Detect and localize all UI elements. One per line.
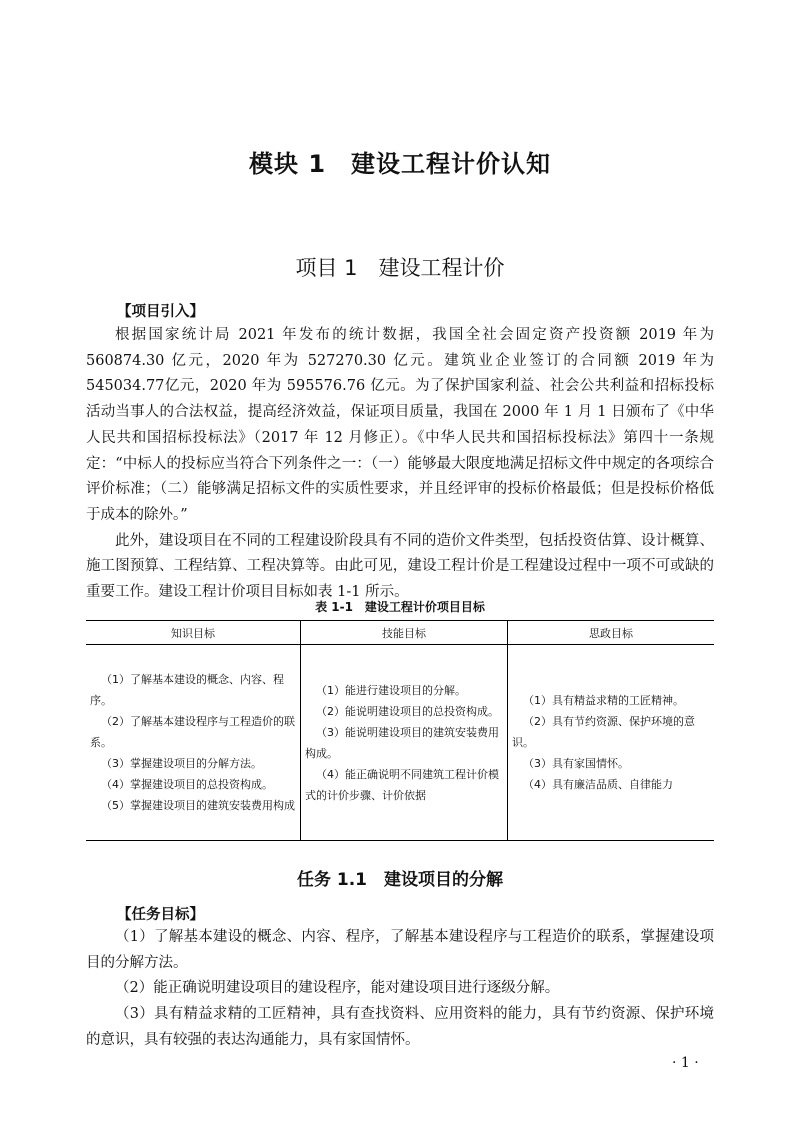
intro-label: 【项目引入】 (117, 304, 204, 320)
task-goal-1: （1）了解基本建设的概念、内容、程序，了解基本建设程序与工程造价的联系，掌握建设项目的分解方法。 (86, 929, 714, 971)
task-goals-label: 【任务目标】 (117, 907, 204, 923)
module-title: 模块 1 建设工程计价认知 (248, 150, 552, 178)
skill-item: （3）能说明建设项目的建筑安装费用构成。 (305, 725, 499, 760)
task-goal-2: （2）能正确说明建设项目的建设程序，能对建设项目进行逐级分解。 (115, 980, 560, 997)
intro-paragraph-1: 根据国家统计局 2021 年发布的统计数据，我国全社会固定资产投资额 2019 年为 560874.30 亿元，2020 年为 527270.30 亿元。建筑业企业签订的合同额 2019 年为 545034.77亿元，2020 年为 595576.76 亿元。为了保护国家利益、社会公共利益和招标投标活动当事人的合法权益，提高经济效益，保证项目质量，我国在 2000 年 1 月 1 日颁布了《中华人民共和国招标投标法》（2017 年 12 月修正）。《中华人民共和国招标投标法》第四十一条规定：“中标人的投标应当符合下列条件之一：（一）能够最大限度地满足招标文件中规定的各项综合评价标准；（二）能够满足招标文件的实质性要求，并且经评审的投标价格最低；但是投标价格低于成本的除外。” (86, 327, 714, 523)
task-title: 任务 1.1 建设项目的分解 (296, 870, 504, 890)
skill-item: （2）能说明建设项目的总投资构成。 (316, 704, 499, 718)
ideology-item: （2）具有节约资源、保护环境的意识。 (512, 715, 695, 749)
page-number: · 1 · (672, 1055, 699, 1071)
table-caption: 表 1-1 建设工程计价项目目标 (315, 600, 485, 614)
header-knowledge: 知识目标 (86, 621, 301, 645)
goal-table (86, 620, 714, 841)
header-ideology: 思政目标 (508, 621, 715, 645)
task-goal-3: （3）具有精益求精的工匠精神，具有查找资料、应用资料的能力，具有节约资源、保护环境的意识，具有较强的表达沟通能力，具有家国情怀。 (86, 1006, 714, 1048)
ideology-item: （3）具有家国情怀。 (523, 757, 629, 770)
knowledge-item: （1）了解基本建设的概念、内容、程序。 (90, 673, 284, 707)
knowledge-item: （3）掌握建设项目的分解方法。 (101, 757, 262, 770)
header-skills: 技能目标 (301, 621, 508, 645)
knowledge-item: （5）掌握建设项目的建筑安装费用构成 (101, 799, 295, 812)
cell-knowledge (86, 645, 301, 841)
knowledge-item: （4）掌握建设项目的总投资构成。 (101, 778, 273, 791)
intro-text (86, 323, 714, 606)
project-title: 项目 1 建设工程计价 (295, 256, 505, 280)
table-row (86, 645, 714, 841)
cell-ideology (508, 645, 715, 841)
ideology-item: （1）具有精益求精的工匠精神。 (523, 694, 684, 707)
skill-item: （1）能进行建设项目的分解。 (316, 683, 466, 697)
skill-item: （4）能正确说明不同建筑工程计价模式的计价步骤、计价依据 (305, 767, 499, 802)
ideology-item: （4）具有廉洁品质、自律能力 (523, 778, 673, 791)
table-header-row (86, 621, 714, 645)
intro-paragraph-2: 此外，建设项目在不同的工程建设阶段具有不同的造价文件类型，包括投资估算、设计概算、施工图预算、工程结算、工程决算等。由此可见，建设工程计价是工程建设过程中一项不可或缺的重要工作。建设工程计价项目目标如表 1-1 所示。 (86, 532, 714, 601)
knowledge-item: （2）了解基本建设程序与工程造价的联系。 (90, 715, 295, 749)
task-goals-text (86, 925, 714, 1054)
cell-skills (301, 645, 508, 841)
